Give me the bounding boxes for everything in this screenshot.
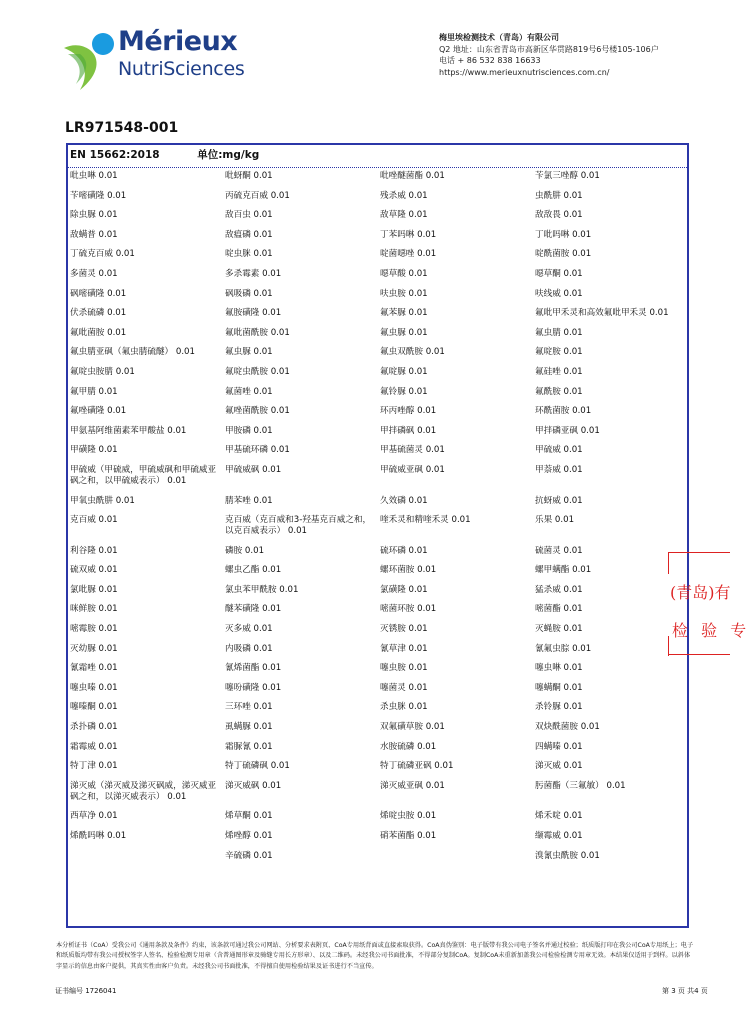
- table-cell: 嘧霉胺 0.01: [70, 624, 118, 635]
- table-cell: 氟硅唑 0.01: [535, 366, 583, 377]
- table-cell: 甲硫威砜 0.01: [225, 464, 282, 475]
- table-cell: 利谷隆 0.01: [70, 545, 118, 556]
- table-cell: 嘧菌环胺 0.01: [380, 604, 437, 615]
- table-row: [70, 722, 690, 733]
- table-cell: 氟唑菌酰胺 0.01: [225, 406, 290, 417]
- table-cell: 灭蝇胺 0.01: [535, 624, 583, 635]
- table-cell: 氟虫双酰胺 0.01: [380, 347, 445, 358]
- table-cell: 水胺硫磷 0.01: [380, 741, 437, 752]
- table-cell: 四螨嗪 0.01: [535, 741, 583, 752]
- table-cell: 特丁硫磷亚砜 0.01: [380, 761, 454, 772]
- table-cell: 苄嘧磺隆 0.01: [70, 190, 127, 201]
- table-cell: 烯唑醇 0.01: [225, 831, 273, 841]
- table-cell: 螺虫乙酯 0.01: [225, 565, 282, 576]
- table-cell: 啶虫脒 0.01: [225, 249, 273, 260]
- company-name: 梅里埃检测技术（青岛）有限公司: [439, 33, 559, 42]
- table-row: [70, 289, 690, 300]
- table-cell: 磷胺 0.01: [225, 545, 265, 556]
- table-cell: 虫酰肼 0.01: [535, 190, 583, 201]
- table-cell: 敌百虫 0.01: [225, 210, 273, 221]
- table-row: [70, 644, 690, 655]
- table-cell: 氟虫脲 0.01: [380, 327, 428, 338]
- table-row: [70, 387, 690, 398]
- table-row: [70, 171, 690, 182]
- table-cell: 苄氯三唑醇 0.01: [535, 171, 600, 181]
- table-cell: 氟啶脲 0.01: [380, 366, 428, 377]
- table-cell: 啶菌噁唑 0.01: [380, 249, 437, 260]
- table-cell: 环丙唑醇 0.01: [380, 406, 437, 417]
- table-row: [70, 406, 690, 417]
- table-cell: 硫双威 0.01: [70, 565, 118, 576]
- table-cell: 甲拌磷砜 0.01: [380, 425, 437, 436]
- company-phone: 电话 + 86 532 838 16633: [439, 56, 541, 65]
- table-cell: 缬霉威 0.01: [535, 831, 583, 841]
- table-row: [70, 445, 690, 456]
- table-cell: 涕灭威砜 0.01: [225, 780, 282, 791]
- table-cell: 噻虫胺 0.01: [380, 663, 428, 674]
- table-cell: 腈苯唑 0.01: [225, 495, 273, 506]
- table-cell: 氯磺隆 0.01: [380, 584, 428, 595]
- table-cell: 灭幼脲 0.01: [70, 643, 118, 654]
- table-cell: 螺环菌胺 0.01: [380, 565, 437, 576]
- table-cell: 吡蚜酮 0.01: [225, 171, 273, 181]
- table-cell: 氟菌唑 0.01: [225, 386, 273, 397]
- table-cell: 西草净 0.01: [70, 811, 118, 822]
- table-cell: 丁吡吗啉 0.01: [535, 229, 592, 240]
- table-cell: 特丁津 0.01: [70, 761, 118, 772]
- page-number: 第 3 页 共4 页: [662, 987, 708, 995]
- header-divider: [68, 167, 687, 168]
- table-cell: 丁苯吗啉 0.01: [380, 229, 437, 240]
- table-cell: 氯虫苯甲酰胺 0.01: [225, 584, 299, 595]
- table-row: [70, 742, 690, 753]
- table-row: [70, 496, 690, 507]
- table-cell: 砜嘧磺隆 0.01: [70, 288, 127, 299]
- method-label: EN 15662:2018: [70, 149, 160, 161]
- table-cell: 猛杀威 0.01: [535, 584, 583, 595]
- table-cell: 霜霉威 0.01: [70, 741, 118, 752]
- table-cell: 灭多威 0.01: [225, 624, 273, 635]
- company-address: Q2 地址：山东省青岛市高新区华贯路819号6号楼105-106户: [439, 44, 659, 54]
- company-info: [439, 32, 659, 78]
- table-cell: 敌敌畏 0.01: [535, 210, 583, 221]
- table-cell: 噻嗪酮 0.01: [70, 702, 118, 713]
- table-cell: 氟铃脲 0.01: [380, 386, 428, 397]
- table-cell: 甲硫威（甲硫威，甲硫威砜和甲硫威亚砜之和，以甲硫威表示） 0.01: [70, 464, 217, 486]
- table-cell: 氰草津 0.01: [380, 643, 428, 654]
- table-row: [70, 811, 690, 822]
- table-cell: 丁硫克百威 0.01: [70, 249, 135, 260]
- table-cell: 双氟磺草胺 0.01: [380, 722, 445, 733]
- table-cell: 啶酰菌胺 0.01: [535, 249, 592, 260]
- table-row: [70, 191, 690, 202]
- table-cell: 氟吡菌胺 0.01: [70, 327, 127, 338]
- logo-text-merieux: Mérieux: [118, 26, 238, 57]
- table-cell: 敌瘟磷 0.01: [225, 229, 273, 240]
- table-cell: 醚苯磺隆 0.01: [225, 604, 282, 615]
- table-cell: 氟酰胺 0.01: [535, 386, 583, 397]
- table-cell: 克百威（克百威和3-羟基克百威之和，以克百威表示） 0.01: [225, 515, 372, 537]
- table-cell: 涕灭威（涕灭威及涕灭砜威，涕灭威亚砜之和，以涕灭威表示） 0.01: [70, 780, 217, 802]
- table-cell: 三环唑 0.01: [225, 702, 273, 713]
- table-row: [70, 831, 690, 842]
- table-cell: 氟啶胺 0.01: [535, 347, 583, 358]
- table-cell: 噁草酮 0.01: [535, 268, 583, 279]
- table-cell: 硫菌灵 0.01: [535, 545, 583, 556]
- table-row: [70, 230, 690, 241]
- table-row: [70, 781, 690, 803]
- table-cell: 氟虫脲 0.01: [225, 347, 273, 358]
- table-cell: 螺甲螨酯 0.01: [535, 565, 592, 576]
- table-cell: 烯酰吗啉 0.01: [70, 831, 127, 841]
- table-cell: 氟唑磺隆 0.01: [70, 406, 127, 417]
- pesticide-grid: [70, 171, 690, 870]
- logo-text-nutrisciences: NutriSciences: [118, 58, 245, 80]
- table-cell: 氰烯菌酯 0.01: [225, 663, 282, 674]
- logo-swoosh-icon: [62, 24, 122, 94]
- table-cell: 氟啶虫胺腈 0.01: [70, 366, 135, 377]
- table-cell: 残杀威 0.01: [380, 190, 428, 201]
- table-cell: 烯草酮 0.01: [225, 811, 273, 822]
- table-cell: 甲基硫菌灵 0.01: [380, 445, 445, 456]
- table-cell: 甲硫威亚砜 0.01: [380, 464, 445, 475]
- table-row: [70, 249, 690, 260]
- table-cell: 辛硫磷 0.01: [225, 850, 273, 861]
- table-cell: 甲氧虫酰肼 0.01: [70, 495, 135, 506]
- table-row: [70, 269, 690, 280]
- table-cell: 环酰菌胺 0.01: [535, 406, 592, 417]
- table-cell: 吡虫啉 0.01: [70, 171, 118, 181]
- table-row: [70, 761, 690, 772]
- table-row: [70, 347, 690, 358]
- table-cell: 甲硫威 0.01: [535, 445, 583, 456]
- table-cell: 氟吡菌酰胺 0.01: [225, 327, 290, 338]
- table-row: [70, 367, 690, 378]
- table-cell: 甲拌磷亚砜 0.01: [535, 425, 600, 436]
- table-cell: 吡唑醚菌酯 0.01: [380, 171, 445, 181]
- table-cell: 敌螨普 0.01: [70, 229, 118, 240]
- table-cell: 呋线威 0.01: [535, 288, 583, 299]
- table-row: [70, 585, 690, 596]
- table-row: [70, 515, 690, 537]
- table-cell: 硝苯菌酯 0.01: [380, 831, 437, 841]
- table-cell: 克百威 0.01: [70, 515, 118, 526]
- table-cell: 除虫脲 0.01: [70, 210, 118, 221]
- table-cell: 硫环磷 0.01: [380, 545, 428, 556]
- table-cell: 甲基硫环磷 0.01: [225, 445, 290, 456]
- table-cell: 氟啶虫酰胺 0.01: [225, 366, 290, 377]
- table-cell: 杀虫脒 0.01: [380, 702, 428, 713]
- table-cell: 霜脲氰 0.01: [225, 741, 273, 752]
- report-id: LR971548-001: [65, 120, 179, 136]
- table-row: [70, 604, 690, 615]
- table-cell: 肟菌酯（三氟敏） 0.01: [535, 780, 626, 791]
- table-row: [70, 702, 690, 713]
- table-cell: 灭锈胺 0.01: [380, 624, 428, 635]
- table-cell: 烯啶虫胺 0.01: [380, 811, 437, 822]
- table-cell: 多菌灵 0.01: [70, 268, 118, 279]
- table-cell: 抗蚜威 0.01: [535, 495, 583, 506]
- table-cell: 咪鲜胺 0.01: [70, 604, 118, 615]
- table-row: [70, 546, 690, 557]
- table-cell: 涕灭威 0.01: [535, 761, 583, 772]
- table-cell: 涕灭威亚砜 0.01: [380, 780, 445, 791]
- red-seal-stamp: [668, 552, 750, 660]
- table-cell: 氟虫腈 0.01: [535, 327, 583, 338]
- table-cell: [380, 851, 535, 862]
- stamp-text-2: 检 验 专: [672, 621, 750, 640]
- table-cell: 氟吡甲禾灵和高效氟吡甲禾灵 0.01: [535, 308, 669, 319]
- table-cell: 嘧菌酯 0.01: [535, 604, 583, 615]
- table-row: [70, 426, 690, 437]
- table-cell: 烯禾啶 0.01: [535, 811, 583, 822]
- table-cell: 噻虫嗪 0.01: [70, 682, 118, 693]
- company-logo: [62, 24, 262, 94]
- table-cell: 呋虫胺 0.01: [380, 288, 428, 299]
- table-row: [70, 328, 690, 339]
- table-row: [70, 663, 690, 674]
- table-cell: 氯吡脲 0.01: [70, 584, 118, 595]
- company-url: https://www.merieuxnutrisciences.com.cn/: [439, 67, 610, 77]
- certificate-number: 证书编号 1726041: [55, 987, 117, 995]
- table-row: [70, 624, 690, 635]
- table-cell: 杀扑磷 0.01: [70, 722, 118, 733]
- table-cell: 砜吸磷 0.01: [225, 288, 273, 299]
- table-cell: 内吸磷 0.01: [225, 643, 273, 654]
- table-cell: 久效磷 0.01: [380, 495, 428, 506]
- table-cell: 双炔酰菌胺 0.01: [535, 722, 600, 733]
- table-cell: 氰霜唑 0.01: [70, 663, 118, 674]
- table-row: [70, 465, 690, 487]
- table-row: [70, 683, 690, 694]
- table-cell: 伏杀硫磷 0.01: [70, 308, 127, 319]
- table-cell: 杀铃脲 0.01: [535, 702, 583, 713]
- table-cell: [70, 851, 225, 862]
- unit-label: 单位:mg/kg: [197, 149, 260, 161]
- table-cell: 甲磺隆 0.01: [70, 445, 118, 456]
- table-cell: 丙硫克百威 0.01: [225, 190, 290, 201]
- table-row: [70, 308, 690, 319]
- table-cell: 氟甲腈 0.01: [70, 386, 118, 397]
- table-cell: 噁草酸 0.01: [380, 268, 428, 279]
- table-cell: 噻虫啉 0.01: [535, 663, 583, 674]
- table-cell: 喹禾灵和精喹禾灵 0.01: [380, 515, 471, 526]
- table-cell: 敌草隆 0.01: [380, 210, 428, 221]
- table-cell: 特丁硫磷砜 0.01: [225, 761, 290, 772]
- disclaimer-text: 本分析证书（CoA）受我公司《通用条款及条件》约束，该条款可通过我公司网站、分析要求表附页、CoA专用纸背面或直接索取获得。CoA真伪鉴别：电子版带有我公司电子签名并通过校验；纸质版打印在我公司CoA专用纸上；电子和纸质版均带有我公司授权签字人签名、检验检测专用章（含普通图形章及骑缝专用长方形章）、以及二维码。未经我公司书面批准，不得部分复制CoA。复制CoA未重新加盖我公司检验检测专用章无效。本结果仅适用于到样。以斜体字显示的信息由客户提供，其真实性由客户负责。未经我公司书面批准，不得擅自使用检验结果及证书进行不当宣传。: [56, 942, 694, 970]
- table-row: [70, 851, 690, 862]
- table-cell: 甲胺磷 0.01: [225, 425, 273, 436]
- results-header: [70, 147, 293, 162]
- table-row: [70, 565, 690, 576]
- table-cell: 氟苯脲 0.01: [380, 308, 428, 319]
- table-row: [70, 210, 690, 221]
- table-cell: 噻菌灵 0.01: [380, 682, 428, 693]
- table-cell: 噻吩磺隆 0.01: [225, 682, 282, 693]
- table-cell: 甲萘威 0.01: [535, 464, 583, 475]
- table-cell: 氟胺磺隆 0.01: [225, 308, 282, 319]
- table-cell: 噻螨酮 0.01: [535, 682, 583, 693]
- table-cell: 氰氟虫腙 0.01: [535, 643, 592, 654]
- table-cell: 多杀霉素 0.01: [225, 268, 282, 279]
- stamp-text-1: (青岛)有: [670, 583, 731, 602]
- table-cell: 氟虫腈亚砜（氟虫腈硫醚） 0.01: [70, 347, 195, 358]
- table-cell: 乐果 0.01: [535, 515, 575, 526]
- table-cell: 甲氨基阿维菌素苯甲酸盐 0.01: [70, 425, 187, 436]
- table-cell: 溴氰虫酰胺 0.01: [535, 850, 600, 861]
- table-cell: 虱螨脲 0.01: [225, 722, 273, 733]
